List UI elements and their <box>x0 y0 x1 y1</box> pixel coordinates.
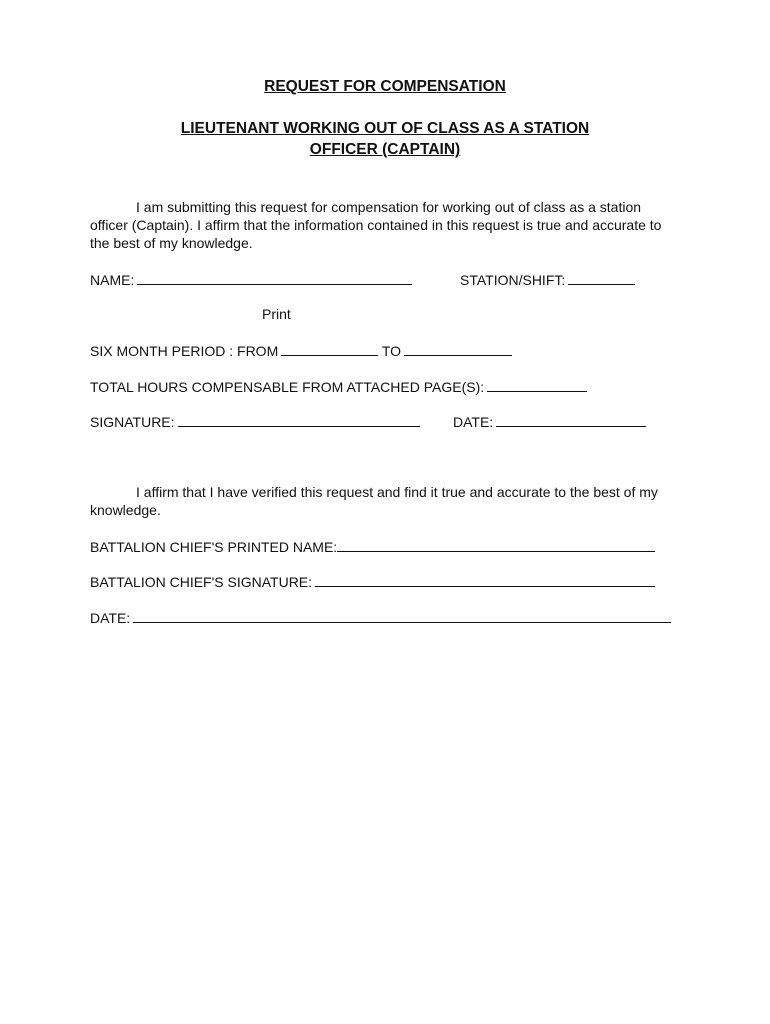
station-shift-row <box>460 270 635 289</box>
station-shift-label: STATION/SHIFT: <box>460 272 566 288</box>
chief-signature-field[interactable] <box>315 572 655 587</box>
name-field[interactable] <box>137 270 412 285</box>
chief-printed-name-label: BATTALION CHIEF'S PRINTED NAME: <box>90 539 338 555</box>
intro-paragraph: I am submitting this request for compensation for working out of class as a station officer (Captain). I affirm that the information contained in this request is true and accurate to the best of my knowledge. <box>90 199 662 251</box>
chief-signature-label: BATTALION CHIEF'S SIGNATURE: <box>90 574 313 590</box>
signature-row <box>90 412 420 431</box>
date-label: DATE: <box>453 414 494 430</box>
station-shift-field[interactable] <box>568 270 635 285</box>
signature-label: SIGNATURE: <box>90 414 175 430</box>
chief-signature-row <box>90 572 655 591</box>
total-hours-label: TOTAL HOURS COMPENSABLE FROM ATTACHED PAGE(S): <box>90 379 485 395</box>
name-label: NAME: <box>90 272 135 288</box>
total-hours-field[interactable] <box>487 377 587 392</box>
signature-field[interactable] <box>178 412 420 427</box>
document-subtitle-line1: LIEUTENANT WORKING OUT OF CLASS AS A STATION <box>180 120 590 137</box>
document-subtitle-line2: OFFICER (CAPTAIN) <box>309 141 461 158</box>
date-field[interactable] <box>496 412 646 427</box>
chief-printed-name-row <box>90 537 655 556</box>
print-label: Print <box>262 306 291 322</box>
six-month-period-label: SIX MONTH PERIOD : FROM <box>90 343 279 359</box>
chief-date-label: DATE: <box>90 610 131 626</box>
chief-printed-name-field[interactable] <box>337 537 655 552</box>
total-hours-row <box>90 377 587 396</box>
period-to-field[interactable] <box>404 341 512 356</box>
date-row <box>453 412 646 431</box>
six-month-period-row <box>90 341 512 360</box>
document-title: REQUEST FOR COMPENSATION <box>264 78 506 95</box>
chief-date-row <box>90 608 671 627</box>
chief-date-field[interactable] <box>133 608 671 623</box>
name-row <box>90 270 412 289</box>
verification-paragraph: I affirm that I have verified this request and find it true and accurate to the best of my knowledge. <box>90 484 658 518</box>
to-label: TO <box>381 343 402 359</box>
period-from-field[interactable] <box>281 341 378 356</box>
